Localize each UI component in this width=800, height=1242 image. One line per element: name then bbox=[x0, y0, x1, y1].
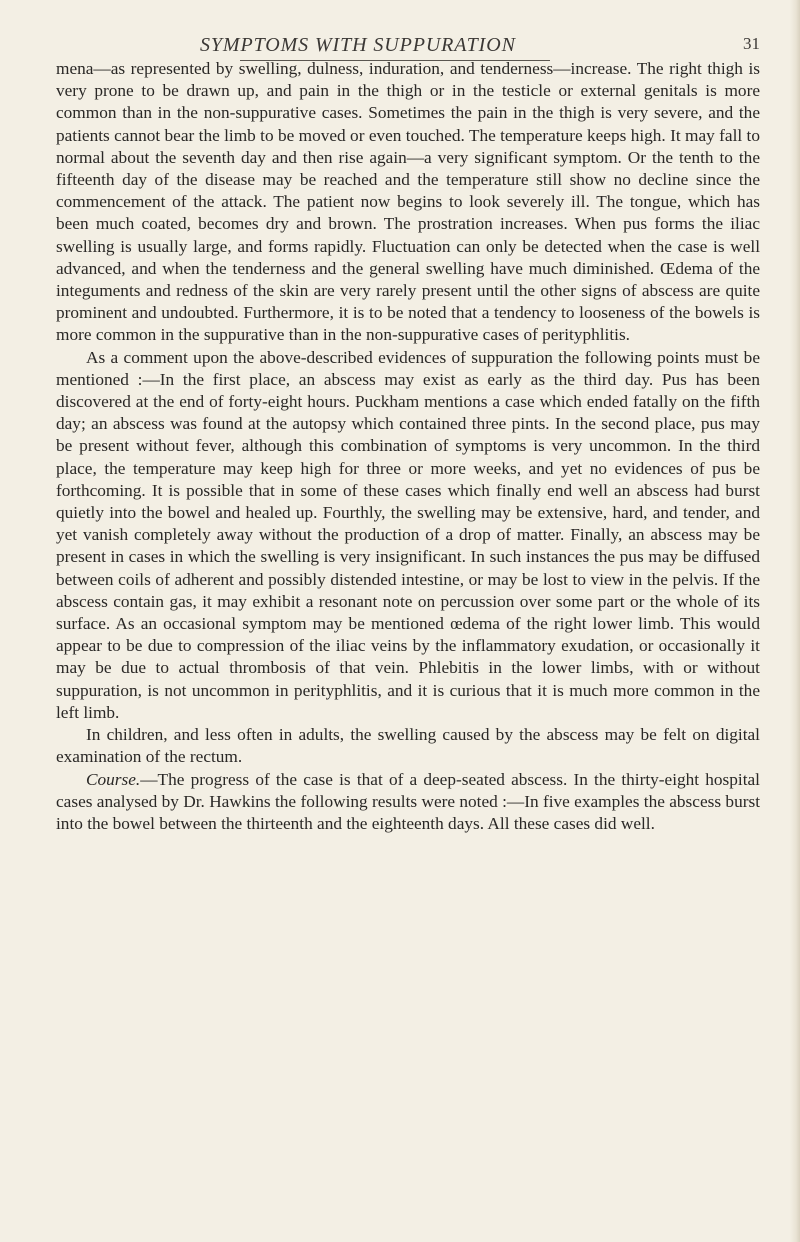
course-text: —The progress of the case is that of a deep-seated abscess. In the thirty-eight hospital cases analysed by Dr. Hawkins the following results were noted :—In five examples the abscess burst into the bowel between the thirteenth and the eighteenth days. All these cases did well. bbox=[56, 769, 760, 833]
paragraph-3: In children, and less often in adults, the swelling caused by the abscess may be felt on digital examination of the rectum. bbox=[56, 725, 760, 767]
body-text bbox=[56, 58, 760, 835]
paragraph-2: As a comment upon the above-described evidences of suppuration the following points must be mentioned :—In the first place, an abscess may exist as early as the third day. Pus has been discovered at the end of forty-eight hours. Puckham mentions a case which ended fatally on the fifth day; an abscess was found at the autopsy which contained three pints. In the second place, pus may be present without fever, although this combination of symptoms is very uncommon. In the third place, the temperature may keep high for three or more weeks, and yet no evidences of pus be forthcoming. It is possible that in some of these cases which finally end well an abscess had burst quietly into the bowel and healed up. Fourthly, the swelling may be extensive, hard, and tender, and yet vanish completely away without the production of a drop of matter. Finally, an abscess may be present in cases in which the swelling is very insignificant. In such instances the pus may be diffused between coils of adherent and possibly distended intestine, or may be lost to view in the pelvis. If the abscess contain gas, it may exhibit a resonant note on percussion over some part or the whole of its surface. As an occasional symptom may be mentioned œdema of the right lower limb. This would appear to be due to compression of the iliac veins by the inflammatory exudation, or occasionally it may be due to actual thrombosis of that vein. Phlebitis in the lower limbs, with or without suppuration, is not uncommon in perityphlitis, and it is curious that it is much more common in the left limb. bbox=[56, 347, 760, 722]
page-header bbox=[200, 34, 760, 58]
course-heading: Course. bbox=[86, 769, 141, 789]
running-title: SYMPTOMS WITH SUPPURATION bbox=[200, 34, 516, 56]
page-edge-shadow bbox=[790, 0, 800, 1242]
paragraph-1: mena—as represented by swelling, dulness, induration, and tenderness—increase. The right thigh is very prone to be drawn up, and pain in the thigh or in the testicle or external genitals is more common than in the non-suppurative cases. Sometimes the pain in the thigh is very severe, and the patients cannot bear the limb to be moved or even touched. The temperature keeps high. It may fall to normal about the seventh day and then rise again—a very significant symptom. Or the tenth to the fifteenth day of the disease may be reached and the temperature still show no decline since the commencement of the attack. The patient now begins to look severely ill. The tongue, which has been much coated, becomes dry and brown. The prostration increases. When pus forms the iliac swelling is usually large, and forms rapidly. Fluctuation can only be detected when the case is well advanced, and when the tenderness and the general swelling have much diminished. Œdema of the integuments and redness of the skin are very rarely present until the other signs of abscess are quite prominent and undoubted. Furthermore, it is to be noted that a tendency to looseness of the bowels is more common in the suppurative than in the non-suppurative cases of perityphlitis. bbox=[56, 59, 760, 345]
paragraph-4 bbox=[56, 769, 760, 836]
page-number: 31 bbox=[743, 34, 760, 53]
